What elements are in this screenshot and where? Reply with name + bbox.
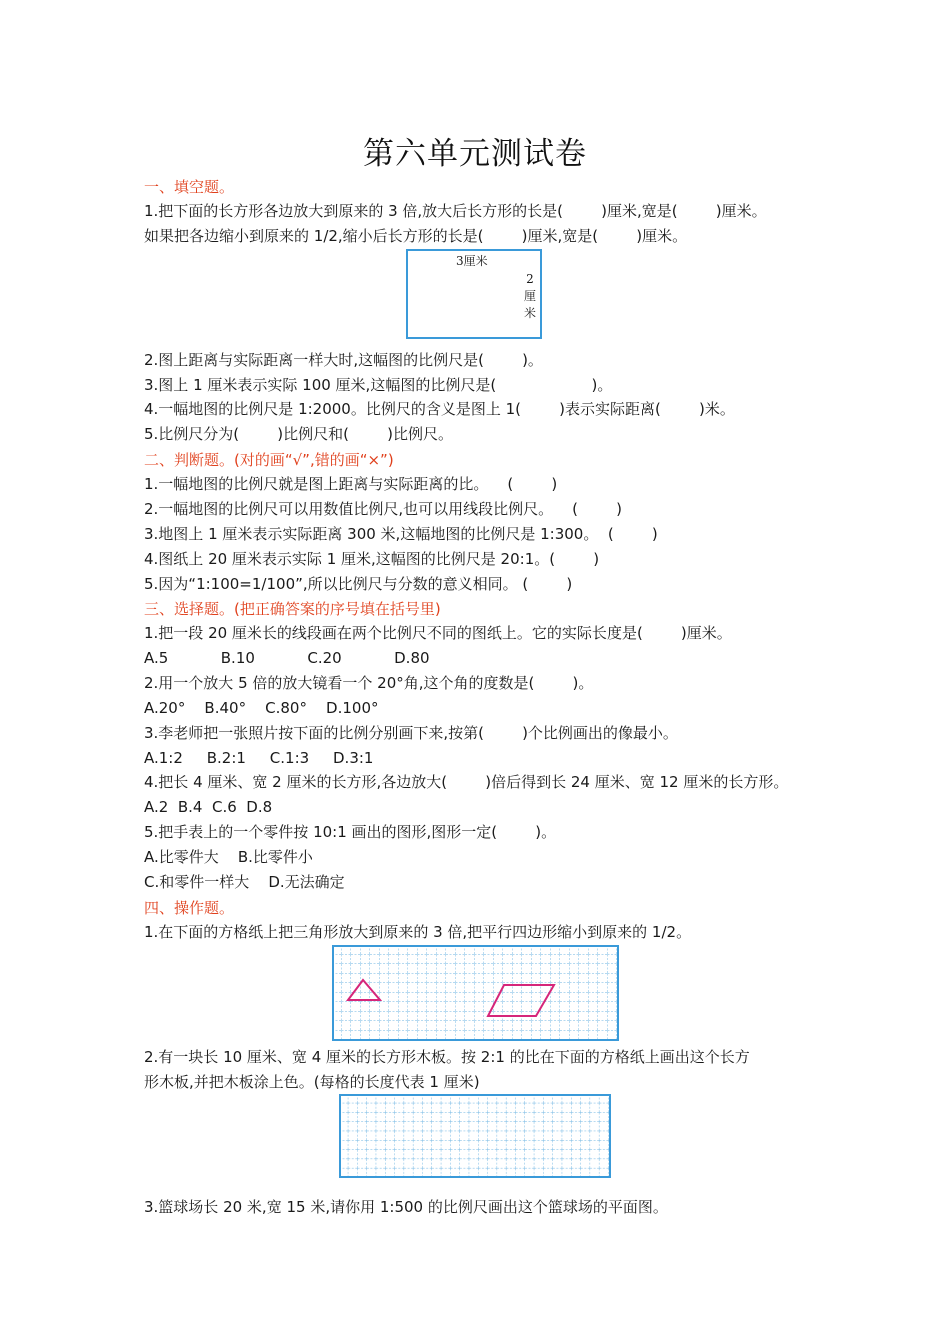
question-line: 4.图纸上 20 厘米表示实际 1 厘米,这幅图的比例尺是 20:1。( ) (144, 550, 600, 568)
question-line: 2.有一块长 10 厘米、宽 4 厘米的长方形木板。按 2:1 的比在下面的方格纸上画出这个长方 (144, 1048, 750, 1066)
question-line: 3.图上 1 厘米表示实际 100 厘米,这幅图的比例尺是( )。 (144, 376, 613, 394)
options-line: A.5 B.10 C.20 D.80 (144, 649, 430, 667)
question-line: 2.用一个放大 5 倍的放大镜看一个 20°角,这个角的度数是( )。 (144, 674, 594, 692)
question-line: 4.把长 4 厘米、宽 2 厘米的长方形,各边放大( )倍后得到长 24 厘米、宽 12 厘米的长方形。 (144, 773, 789, 791)
options-line: A.比零件大 B.比零件小 (144, 848, 313, 866)
question-line: 2.一幅地图的比例尺可以用数值比例尺,也可以用线段比例尺。 ( ) (144, 500, 623, 518)
question-line: 5.比例尺分为( )比例尺和( )比例尺。 (144, 425, 454, 443)
question-line: 如果把各边缩小到原来的 1/2,缩小后长方形的长是( )厘米,宽是( )厘米。 (144, 227, 688, 245)
question-line: 5.因为“1:100=1/100”,所以比例尺与分数的意义相同。 ( ) (144, 575, 573, 593)
question-line: 3.篮球场长 20 米,宽 15 米,请你用 1:500 的比例尺画出这个篮球场的平面图。 (144, 1198, 668, 1216)
question-line: 3.地图上 1 厘米表示实际距离 300 米,这幅地图的比例尺是 1:300。 ( ) (144, 525, 658, 543)
question-line: 3.李老师把一张照片按下面的比例分别画下来,按第( )个比例画出的像最小。 (144, 724, 678, 742)
rectangle-width-label: 2 厘 米 (523, 272, 536, 320)
section-heading-judge: 二、判断题。(对的画“√”,错的画“×”) (144, 451, 394, 469)
grid-paper-shapes (332, 945, 619, 1041)
section-heading-operation: 四、操作题。 (144, 899, 235, 917)
section-heading-choice: 三、选择题。(把正确答案的序号填在括号里) (144, 600, 441, 618)
question-line: 1.在下面的方格纸上把三角形放大到原来的 3 倍,把平行四边形缩小到原来的 1/2。 (144, 923, 692, 941)
rectangle-figure (406, 249, 542, 339)
options-line: A.1:2 B.2:1 C.1:3 D.3:1 (144, 749, 374, 767)
rectangle-length-label: 3厘米 (456, 254, 488, 268)
page-title: 第六单元测试卷 (363, 136, 587, 172)
question-line: 1.一幅地图的比例尺就是图上距离与实际距离的比。 ( ) (144, 475, 558, 493)
question-line: 5.把手表上的一个零件按 10:1 画出的图形,图形一定( )。 (144, 823, 557, 841)
options-line: A.20° B.40° C.80° D.100° (144, 699, 379, 717)
question-line: 2.图上距离与实际距离一样大时,这幅图的比例尺是( )。 (144, 351, 543, 369)
question-line: 1.把下面的长方形各边放大到原来的 3 倍,放大后长方形的长是( )厘米,宽是( )厘米。 (144, 202, 767, 220)
question-line: 1.把一段 20 厘米长的线段画在两个比例尺不同的图纸上。它的实际长度是( )厘米。 (144, 624, 732, 642)
section-heading-fill: 一、填空题。 (144, 178, 235, 196)
question-line: 4.一幅地图的比例尺是 1:2000。比例尺的含义是图上 1( )表示实际距离( )米。 (144, 400, 735, 418)
question-line: 形木板,并把木板涂上色。(每格的长度代表 1 厘米) (144, 1073, 480, 1091)
options-line: C.和零件一样大 D.无法确定 (144, 873, 345, 891)
options-line: A.2 B.4 C.6 D.8 (144, 798, 273, 816)
grid-paper-blank (339, 1094, 611, 1178)
